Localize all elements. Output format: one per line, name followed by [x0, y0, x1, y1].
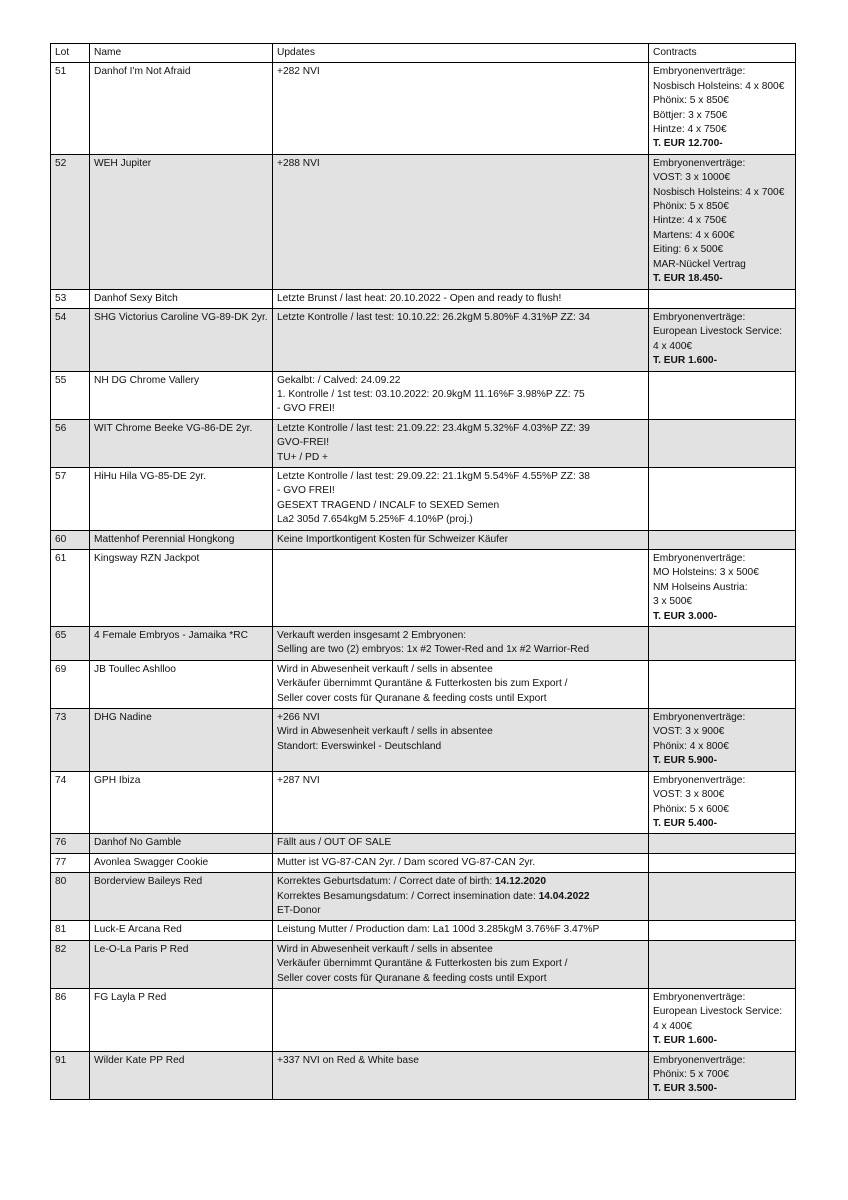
- contract-line: VOST: 3 x 900€: [653, 726, 725, 738]
- update-line: [277, 629, 644, 643]
- contract-line: Embryonenverträge:: [653, 157, 746, 169]
- table-row: [51, 834, 796, 853]
- contract-total: T. EUR 1.600-: [653, 1035, 717, 1047]
- table-row: [51, 467, 796, 530]
- contract-line: European Livestock Service:: [653, 326, 783, 338]
- update-text: +287 NVI: [277, 774, 320, 786]
- update-text: La2 305d 7.654kgM 5.25%F 4.10%P (proj.): [277, 514, 473, 526]
- contracts-cell: [649, 660, 796, 708]
- contract-line: Phönix: 5 x 700€: [653, 1069, 729, 1080]
- update-text: Mutter ist VG-87-CAN 2yr. / Dam scored VG-87-CAN 2yr.: [277, 856, 536, 868]
- update-text: Standort: Everswinkel - Deutschland: [277, 740, 442, 752]
- name-cell: WIT Chrome Beeke VG-86-DE 2yr.: [90, 419, 273, 467]
- table-row: [51, 1051, 796, 1099]
- updates-cell: [273, 289, 649, 308]
- table-row: [51, 289, 796, 308]
- table-header-row: [51, 44, 796, 63]
- update-text: - GVO FREI!: [277, 485, 335, 497]
- contract-line: Hintze: 4 x 750€: [653, 124, 727, 136]
- header-updates: Updates: [273, 44, 649, 63]
- updates-cell: [273, 771, 649, 834]
- name-cell: WEH Jupiter: [90, 154, 273, 289]
- contract-line: Embryonenverträge:: [653, 66, 746, 78]
- contracts-cell: [649, 709, 796, 772]
- contract-line: VOST: 3 x 800€: [653, 789, 725, 801]
- update-text: Korrektes Geburtsdatum: / Correct date of birth:: [277, 876, 495, 888]
- contract-line: Embryonenverträge:: [653, 311, 746, 323]
- update-line: [277, 499, 644, 513]
- table-row: [51, 921, 796, 940]
- update-line: [277, 923, 644, 937]
- name-cell: Danhof I'm Not Afraid: [90, 63, 273, 154]
- lot-cell: 51: [51, 63, 90, 154]
- update-line: [277, 388, 644, 402]
- name-cell: GPH Ibiza: [90, 771, 273, 834]
- contracts-cell: [649, 63, 796, 154]
- contract-line: Phönix: 5 x 600€: [653, 803, 729, 815]
- update-line: [277, 157, 644, 171]
- contract-line: Hintze: 4 x 750€: [653, 215, 727, 227]
- table-row: [51, 940, 796, 988]
- update-text: 1. Kontrolle / 1st test: 03.10.2022: 20.9kgM 11.16%F 3.98%P ZZ: 75: [277, 388, 585, 400]
- contract-line: VOST: 3 x 1000€: [653, 172, 731, 184]
- update-text: Korrektes Besamungsdatum: / Correct insemination date:: [277, 890, 539, 902]
- contracts-cell: [649, 771, 796, 834]
- updates-cell: [273, 709, 649, 772]
- contract-total: T. EUR 12.700-: [653, 138, 723, 150]
- update-text: Letzte Kontrolle / last test: 29.09.22: 21.1kgM 5.54%F 4.55%P ZZ: 38: [277, 470, 590, 482]
- update-text: Verkauft werden insgesamt 2 Embryonen:: [277, 630, 467, 642]
- name-cell: SHG Victorius Caroline VG-89-DK 2yr.: [90, 308, 273, 371]
- update-line: [277, 436, 644, 450]
- name-cell: HiHu Hila VG-85-DE 2yr.: [90, 467, 273, 530]
- contract-line: Embryonenverträge:: [653, 991, 746, 1003]
- table-row: [51, 988, 796, 1051]
- update-text: Selling are two (2) embryos: 1x #2 Tower-Red and 1x #2 Warrior-Red: [277, 644, 589, 656]
- update-text: ET-Donor: [277, 904, 321, 916]
- contracts-cell: [649, 834, 796, 853]
- table-row: [51, 550, 796, 627]
- updates-cell: [273, 63, 649, 154]
- contract-line: Embryonenverträge:: [653, 774, 746, 786]
- update-line: [277, 311, 644, 325]
- contract-total: T. EUR 18.450-: [653, 273, 723, 285]
- update-line: [277, 856, 644, 870]
- updates-cell: [273, 419, 649, 467]
- updates-cell: [273, 940, 649, 988]
- update-line: [277, 65, 644, 79]
- lot-cell: 54: [51, 308, 90, 371]
- contracts-cell: [649, 940, 796, 988]
- update-line: [277, 740, 644, 754]
- update-line: [277, 451, 644, 465]
- contract-line: Phönix: 5 x 850€: [653, 95, 729, 107]
- update-line: [277, 663, 644, 677]
- updates-cell: [273, 834, 649, 853]
- table-row: [51, 63, 796, 154]
- update-line: [277, 1054, 644, 1068]
- updates-cell: [273, 371, 649, 419]
- updates-cell: [273, 467, 649, 530]
- update-line: [277, 836, 644, 850]
- update-line: [277, 513, 644, 527]
- update-text: Keine Importkontigent Kosten für Schweizer Käufer: [277, 533, 509, 545]
- contracts-cell: [649, 873, 796, 921]
- name-cell: DHG Nadine: [90, 709, 273, 772]
- update-text: Letzte Kontrolle / last test: 21.09.22: 23.4kgM 5.32%F 4.03%P ZZ: 39: [277, 422, 590, 434]
- contracts-cell: [649, 853, 796, 872]
- table-row: [51, 154, 796, 289]
- contracts-cell: [649, 419, 796, 467]
- update-text: +282 NVI: [277, 66, 320, 78]
- updates-cell: [273, 988, 649, 1051]
- contract-line: Nosbisch Holsteins: 4 x 800€: [653, 80, 785, 92]
- name-cell: 4 Female Embryos - Jamaika *RC: [90, 627, 273, 661]
- header-name: Name: [90, 44, 273, 63]
- name-cell: FG Layla P Red: [90, 988, 273, 1051]
- table-row: [51, 308, 796, 371]
- contracts-cell: [649, 289, 796, 308]
- contract-line: MAR-Nückel Vertrag: [653, 258, 746, 270]
- name-cell: Wilder Kate PP Red: [90, 1051, 273, 1099]
- contracts-cell: [649, 1051, 796, 1099]
- contract-line: Embryonenverträge:: [653, 1054, 746, 1066]
- update-line: [277, 422, 644, 436]
- update-text: TU+ / PD +: [277, 451, 328, 463]
- update-text: Gekalbt: / Calved: 24.09.22: [277, 374, 401, 386]
- update-line: [277, 484, 644, 498]
- table-row: [51, 530, 796, 549]
- lot-cell: 61: [51, 550, 90, 627]
- name-cell: Le-O-La Paris P Red: [90, 940, 273, 988]
- update-line: [277, 890, 644, 904]
- update-line: [277, 470, 644, 484]
- update-line: [277, 677, 644, 691]
- contract-line: Eiting: 6 x 500€: [653, 244, 724, 256]
- contract-total: T. EUR 1.600-: [653, 355, 717, 367]
- contract-line: NM Holseins Austria:: [653, 581, 748, 593]
- lot-cell: 52: [51, 154, 90, 289]
- update-line: [277, 643, 644, 657]
- updates-cell: [273, 308, 649, 371]
- lot-cell: 69: [51, 660, 90, 708]
- update-line: [277, 374, 644, 388]
- update-line: [277, 957, 644, 971]
- name-cell: JB Toullec Ashlloo: [90, 660, 273, 708]
- lot-cell: 73: [51, 709, 90, 772]
- update-text: - GVO FREI!: [277, 403, 335, 415]
- name-cell: Danhof No Gamble: [90, 834, 273, 853]
- name-cell: Kingsway RZN Jackpot: [90, 550, 273, 627]
- contracts-cell: [649, 467, 796, 530]
- contract-line: Böttjer: 3 x 750€: [653, 109, 728, 121]
- contract-line: Phönix: 4 x 800€: [653, 740, 729, 752]
- table-row: [51, 627, 796, 661]
- contract-line: Embryonenverträge:: [653, 712, 746, 724]
- lot-cell: 74: [51, 771, 90, 834]
- contract-total: T. EUR 3.500-: [653, 1083, 717, 1095]
- update-date-highlight: 14.12.2020: [495, 876, 546, 888]
- lot-cell: 57: [51, 467, 90, 530]
- contract-total: T. EUR 3.000-: [653, 610, 717, 622]
- update-text: Wird in Abwesenheit verkauft / sells in absentee: [277, 726, 493, 738]
- updates-cell: [273, 627, 649, 661]
- lot-cell: 60: [51, 530, 90, 549]
- lot-updates-table: [50, 43, 796, 1100]
- contracts-cell: [649, 550, 796, 627]
- update-text: Letzte Brunst / last heat: 20.10.2022 - Open and ready to flush!: [277, 292, 562, 304]
- updates-cell: [273, 853, 649, 872]
- table-row: [51, 873, 796, 921]
- contracts-cell: [649, 371, 796, 419]
- table-row: [51, 771, 796, 834]
- name-cell: Mattenhof Perennial Hongkong: [90, 530, 273, 549]
- table-row: [51, 709, 796, 772]
- update-text: GVO-FREI!: [277, 437, 330, 449]
- name-cell: Luck-E Arcana Red: [90, 921, 273, 940]
- update-line: [277, 533, 644, 547]
- updates-cell: [273, 873, 649, 921]
- name-cell: Avonlea Swagger Cookie: [90, 853, 273, 872]
- update-line: [277, 875, 644, 889]
- lot-cell: 56: [51, 419, 90, 467]
- contract-line: 3 x 500€: [653, 596, 693, 608]
- table-row: [51, 419, 796, 467]
- updates-cell: [273, 530, 649, 549]
- lot-cell: 77: [51, 853, 90, 872]
- name-cell: Borderview Baileys Red: [90, 873, 273, 921]
- contract-line: Embryonenverträge:: [653, 553, 746, 564]
- table-row: [51, 371, 796, 419]
- lot-cell: 53: [51, 289, 90, 308]
- lot-cell: 81: [51, 921, 90, 940]
- update-line: [277, 711, 644, 725]
- contract-line: Nosbisch Holsteins: 4 x 700€: [653, 186, 785, 198]
- update-line: [277, 774, 644, 788]
- lot-cell: 80: [51, 873, 90, 921]
- lot-cell: 91: [51, 1051, 90, 1099]
- update-text: Fällt aus / OUT OF SALE: [277, 837, 392, 849]
- contracts-cell: [649, 308, 796, 371]
- header-lot: Lot: [51, 44, 90, 63]
- contract-line: 4 x 400€: [653, 340, 693, 352]
- table-row: [51, 853, 796, 872]
- contracts-cell: [649, 988, 796, 1051]
- update-text: Wird in Abwesenheit verkauft / sells in absentee: [277, 663, 493, 675]
- contract-line: European Livestock Service:: [653, 1006, 783, 1018]
- contract-total: T. EUR 5.900-: [653, 755, 717, 767]
- lot-cell: 76: [51, 834, 90, 853]
- table-body: [51, 63, 796, 1099]
- contracts-cell: [649, 921, 796, 940]
- updates-cell: [273, 154, 649, 289]
- contract-line: Phönix: 5 x 850€: [653, 201, 729, 213]
- update-line: [277, 692, 644, 706]
- table-row: [51, 660, 796, 708]
- update-text: Wird in Abwesenheit verkauft / sells in absentee: [277, 943, 493, 955]
- lot-cell: 82: [51, 940, 90, 988]
- name-cell: NH DG Chrome Vallery: [90, 371, 273, 419]
- lot-cell: 86: [51, 988, 90, 1051]
- updates-cell: [273, 660, 649, 708]
- update-text: +288 NVI: [277, 157, 320, 169]
- updates-cell: [273, 1051, 649, 1099]
- contract-line: Martens: 4 x 600€: [653, 229, 735, 241]
- name-cell: Danhof Sexy Bitch: [90, 289, 273, 308]
- header-contracts: Contracts: [649, 44, 796, 63]
- update-line: [277, 904, 644, 918]
- contracts-cell: [649, 627, 796, 661]
- contracts-cell: [649, 530, 796, 549]
- update-line: [277, 725, 644, 739]
- update-line: [277, 292, 644, 306]
- update-text: +266 NVI: [277, 712, 320, 724]
- contract-total: T. EUR 5.400-: [653, 817, 717, 829]
- update-text: Verkäufer übernimmt Qurantäne & Futterkosten bis zum Export /: [277, 678, 568, 690]
- update-line: [277, 402, 644, 416]
- update-text: Letzte Kontrolle / last test: 10.10.22: 26.2kgM 5.80%F 4.31%P ZZ: 34: [277, 311, 590, 323]
- update-text: Seller cover costs für Quranane & feeding costs until Export: [277, 972, 547, 984]
- contract-line: MO Holsteins: 3 x 500€: [653, 567, 759, 579]
- update-line: [277, 972, 644, 986]
- contract-line: 4 x 400€: [653, 1020, 693, 1032]
- lot-cell: 65: [51, 627, 90, 661]
- lot-cell: 55: [51, 371, 90, 419]
- update-text: +337 NVI on Red & White base: [277, 1054, 419, 1066]
- update-date-highlight: 14.04.2022: [538, 890, 590, 902]
- update-text: Verkäufer übernimmt Qurantäne & Futterkosten bis zum Export /: [277, 958, 568, 970]
- update-text: GESEXT TRAGEND / INCALF to SEXED Semen: [277, 499, 500, 511]
- update-text: Seller cover costs für Quranane & feeding costs until Export: [277, 692, 547, 704]
- update-line: [277, 943, 644, 957]
- contracts-cell: [649, 154, 796, 289]
- updates-cell: [273, 921, 649, 940]
- updates-cell: [273, 550, 649, 627]
- update-text: Leistung Mutter / Production dam: La1 100d 3.285kgM 3.76%F 3.47%P: [277, 924, 600, 936]
